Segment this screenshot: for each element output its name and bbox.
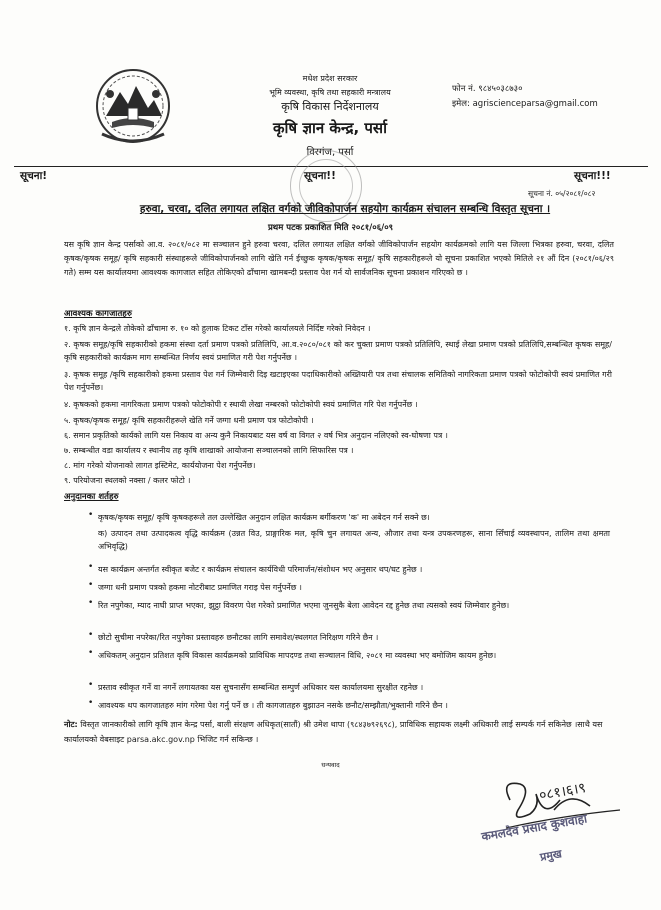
- office-name: कृषि ज्ञान केन्द्र, पर्सा: [273, 119, 387, 137]
- phone-number: फोन नं. ९८४५०३८७३०: [452, 84, 523, 94]
- document-item-4: ४. कृषकको हकमा नागरिकता प्रमाण पत्रको फोटोकोपी र स्थायी लेखा नम्बरको फोटोकोपी स्वयं प्रमाणित गरि पेश गर्नुपर्नेछ ।: [64, 400, 418, 409]
- closing-thanks: धन्यवाद: [321, 761, 340, 769]
- header-line2: भूमि व्यवस्था, कृषि तथा सहकारी मन्त्रालय: [269, 88, 391, 97]
- notice-left: सूचना!: [20, 170, 48, 182]
- document-item-9: ९. परियोजना स्थलको नक्सा / कलर फोटो ।: [64, 476, 191, 485]
- condition-subitem-ka: क) उत्पादन तथा उत्पादकत्व वृद्धि कार्यक्रम (उन्नत विउ, प्राङ्गारिक मल, कृषि चुन लगायत अन्य, औजार तथा यन्त्र उपकरणहरू, साना सिँचाई व्यवस्थापन, तालिम तथा क्षमता अभिवृद्धि): [98, 529, 610, 551]
- bullet-icon: •: [88, 510, 94, 520]
- condition-item-1: कृषक/कृषक समूह/ कृषि कृषकहरूले तल उल्लेखित अनुदान लक्षित कार्यक्रम बर्गीकरण 'क' मा अबेदन गर्न सक्ने छ।: [98, 513, 430, 522]
- intro-paragraph: यस कृषि ज्ञान केन्द्र पर्साको आ.व. २०८१/०८२ मा सञ्चालन हुने हरुवा चरवा, दलित लगायत लक्षित वर्गको जीविकोपार्जन सहयोग कार्यक्रमको लागि यस जिल्ला भित्रका हरुवा, चरवा, दलित कृषक/कृषक समूह/ कृषि सहकारी संस्थाहरूले जीविकोपार्जनको लागि खेति गर्न ईच्छुक कृषक/कृषक समूह/ कृषि सहकारीहरूले यो सूचना प्रकाशित भएको मितिले २१ औं दिन (२०८१/०६/२९ गते) सम्म यस कार्यालयमा आवश्यक कागजात सहित तोकिएको ढाँचामा खामबन्दी प्रस्ताव पेश गर्न यो सार्वजनिक सूचना प्रकाशन गरिएको छ ।: [64, 240, 614, 277]
- header-line1: मधेश प्रदेश सरकार: [302, 74, 358, 83]
- header-line3: कृषि विकास निर्देशनालय: [281, 100, 379, 113]
- signatory-title-stamp: प्रमुख: [539, 847, 563, 864]
- condition-item-8: आवश्यक थप कागजातहरु मांग गरेमा पेश गर्नु पर्ने छ । ती कागजातहरु बुझाउन नसके छनौट/सम्झौता/भुक्तानी गरिने छैन ।: [98, 701, 448, 710]
- condition-item-3: जग्गा धनी प्रमाण पत्रको हकमा नोटरीबाट प्रमाणित गराइ पेस गर्नुपर्नेछ ।: [98, 583, 302, 592]
- signatory-name-stamp: कमलदेव प्रसाद कुशवाहा: [480, 811, 589, 844]
- conditions-heading: अनुदानका शर्तहरु: [64, 492, 119, 502]
- document-item-3: ३. कृषक समूह /कृषि सहकारीको हकमा प्रस्ताव पेश गर्न जिम्मेवारी दिइ खटाइएका पदाधिकारीको अख्तियारी पत्र तथा संचालक समितिको नागरिकता प्रमाण पत्रको फोटोकोपी स्वयं प्रमाणित गरी पेश गर्नुपर्नेछ।: [64, 370, 612, 392]
- notice-title: हरुवा, चरवा, दलित लगायत लक्षित वर्गको जीविकोपार्जन सहयोग कार्यक्रम संचालन सम्बन्धि विस्तृत सूचना ।: [139, 203, 551, 215]
- signature-area: [470, 770, 650, 870]
- bullet-icon: •: [88, 562, 94, 572]
- document-item-5: ५. कृषक/कृषक समूह/ कृषि सहकारीहरूले खेति गर्ने जग्गा धनी प्रमाण पत्र फोटोकोपी ।: [64, 416, 314, 425]
- bullet-icon: •: [88, 698, 94, 708]
- document-item-8: ८. मांग गरेको योजनाको लागत इस्टिमेट, कार्ययोजना पेश गर्नुपर्नेछ।: [64, 461, 256, 470]
- bullet-icon: •: [88, 648, 94, 658]
- condition-item-5: छोटो सुचीमा नपरेका/रित नपुगेका प्रस्तावहरु छनौटका लागि समावेश/स्थलगत निरिक्षण गरिने छैन ।: [98, 633, 379, 642]
- condition-item-6: अधिकतम् अनुदान प्रतिशत कृषि विकास कार्यक्रमको प्राविधिक मापदण्ड तथा सञ्चालन विधि, २०८१ मा व्यवस्था भए बमोजिम कायम हुनेछ।: [98, 651, 497, 660]
- bullet-icon: •: [88, 580, 94, 590]
- bullet-icon: •: [88, 680, 94, 690]
- document-item-1: १. कृषि ज्ञान केन्द्रले तोकेको ढाँचामा रु. १० को हुलाक टिकट टाँस गरेको कार्यालयले निर्दिष्ट गरेको निवेदन ।: [64, 324, 371, 333]
- email-address: इमेल: agriscienceparsa@gmail.com: [452, 99, 598, 109]
- document-item-2: २. कृषक समूह/कृषि सहकारीको हकमा संस्था दर्ता प्रमाण पत्रको प्रतिलिपि, आ.व.२०८०/०८१ को कर चुक्ता प्रमाण पत्रको प्रतिलिपि, स्थाई लेखा प्रमाण पत्रको प्रतिलिपि,सम्बन्धित कृषक समूह/कृषि सहकारीको कार्यक्रम माग सम्बन्धित निर्णय स्वयं प्रमाणित गरी पेश गर्नुपर्नेछ ।: [64, 340, 612, 362]
- document-item-6: ६. समान प्रकृतिको कार्यको लागि यस निकाय वा अन्य कुनै निकायबाट यस वर्ष वा विगत २ वर्ष भित्र अनुदान नलिएको स्व-घोषणा पत्र ।: [64, 431, 448, 440]
- condition-item-7: प्रस्ताव स्वीकृत गर्ने वा नगर्ने लगायतका यस सुचनासँग सम्बन्धित सम्पुर्ण अधिकार यस कार्यालयमा सुरक्षीत रहनेछ ।: [98, 683, 424, 692]
- bullet-icon: •: [88, 598, 94, 608]
- signature-date: ०८१।६।९: [537, 780, 587, 804]
- notice-center: सूचना!!: [304, 170, 336, 182]
- office-location: विरगंज, पर्सा: [306, 147, 354, 158]
- note-paragraph: [64, 717, 620, 747]
- bullet-icon: •: [88, 630, 94, 640]
- note-label: नोट:: [64, 720, 78, 729]
- nepal-emblem-logo: [92, 64, 174, 152]
- condition-item-2: यस कार्यक्रम अन्तर्गत स्वीकृत बजेट र कार्यक्रम संचालन कार्यविधी परिमार्जन/संशोधन भए अनुसार थप/घट हुनेछ ।: [98, 565, 423, 574]
- condition-item-4: रित नपुगेका, म्याद नाघी प्राप्त भएका, झुट्ठा विवरण पेश गरेको प्रमाणित भएमा जुनसुकै बेला आवेदन रद्द हुनेछ तथा त्यसको स्वयं जिम्मेवार हुनेछ।: [98, 601, 510, 610]
- note-text: विस्तृत जानकारीको लागि कृषि ज्ञान केन्द्र पर्सा, बाली संरक्षण अधिकृत(सातौं) श्री उमेश थापा (९८४३७९२६९८), प्राविधिक सहायक लक्ष्मी अधिकारी लाई सम्पर्क गर्न सकिनेछ ।साथै यस कार्यालयको वेबसाइट parsa.akc.gov.np भिजिट गर्न सकिन्छ ।: [64, 720, 603, 744]
- contact-block: [452, 82, 598, 112]
- publication-date: प्रथम पटक प्रकाशित मिति २०८१/०६/०९: [267, 223, 394, 233]
- documents-heading: आवश्यक कागजातहरु: [64, 309, 132, 319]
- notice-right: सूचना!!!: [574, 170, 611, 182]
- document-item-7: ७. सम्बन्धीत वडा कार्यालय र स्थानीय तह कृषि शाखाको आयोजना सञ्चालनको लागि सिफारिस पत्र ।: [64, 446, 354, 455]
- notice-reference-number: सूचना नं. ०५/२०८१/०८२: [528, 189, 596, 198]
